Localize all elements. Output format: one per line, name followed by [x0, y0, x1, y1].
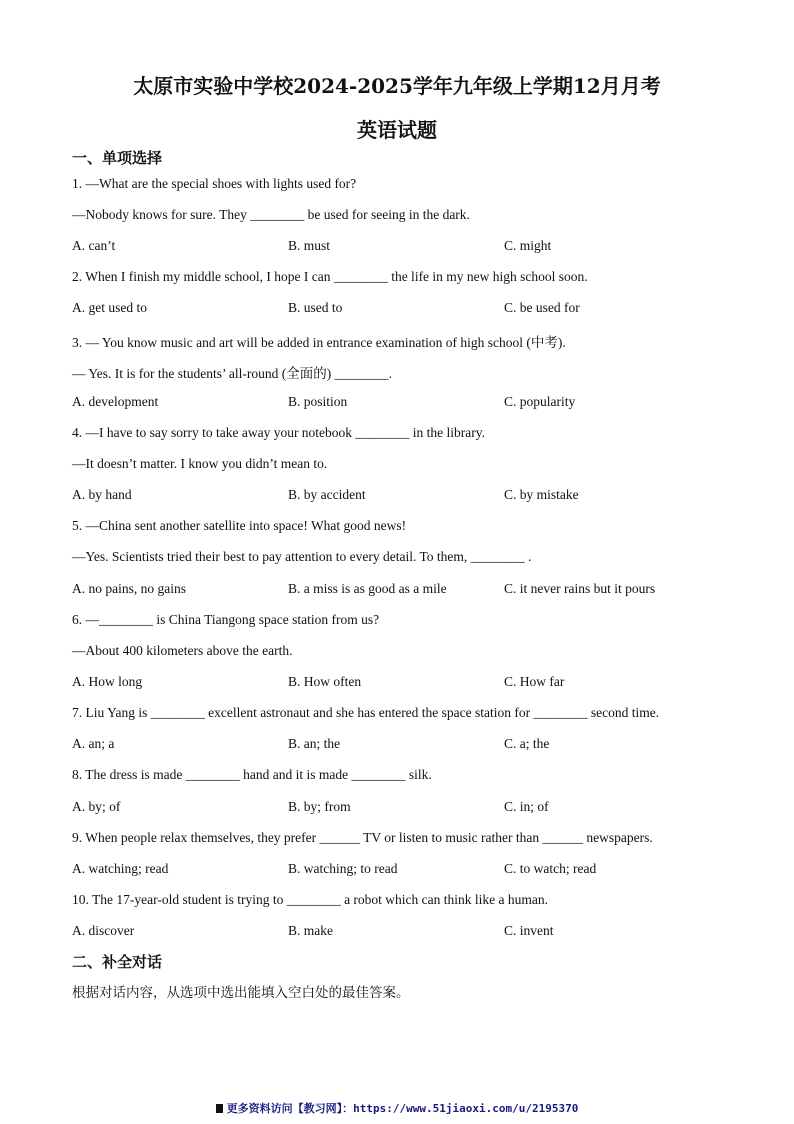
option-a: A. an; a [72, 736, 115, 751]
footer-link[interactable] [0, 1100, 794, 1116]
question-5-options [72, 581, 732, 599]
option-c: C. to watch; read [504, 861, 597, 876]
question-9-line-1: 9. When people relax themselves, they prefer ______ TV or listen to music rather than ______ newspapers. [72, 830, 653, 845]
option-c: C. How far [504, 674, 565, 689]
question-8-line-1: 8. The dress is made ________ hand and it is made ________ silk. [72, 767, 432, 782]
option-b: B. must [288, 238, 331, 253]
question-3-line-2: — Yes. It is for the students’ all-round (全面的) ________. [72, 366, 392, 381]
page-subtitle: 英语试题 [357, 118, 437, 142]
question-4-line-2: —It doesn’t matter. I know you didn’t mean to. [72, 456, 328, 471]
footer-text: 更多资料访问【教习网】：https://www.51jiaoxi.com/u/2195370 [226, 1102, 579, 1115]
option-c: C. be used for [504, 300, 580, 315]
question-7-line-1: 7. Liu Yang is ________ excellent astronaut and she has entered the space station for ________ second time. [72, 705, 660, 720]
option-a: A. by hand [72, 487, 132, 502]
option-a: A. can’t [72, 238, 116, 253]
question-6-options [72, 674, 732, 692]
question-10-options [72, 923, 732, 941]
question-1-line-2: —Nobody knows for sure. They ________ be used for seeing in the dark. [72, 207, 470, 222]
question-10-line-1: 10. The 17-year-old student is trying to ________ a robot which can think like a human. [72, 892, 549, 907]
question-2-options [72, 300, 732, 318]
section-heading-dialogue: 二、补全对话 [72, 953, 163, 971]
question-8-options [72, 799, 732, 817]
question-1-options [72, 238, 732, 256]
question-3-options [72, 394, 732, 412]
question-6-line-2: —About 400 kilometers above the earth. [72, 643, 293, 658]
option-c: C. in; of [504, 799, 549, 814]
flag-icon [216, 1104, 223, 1113]
question-9-options [72, 861, 732, 879]
option-c: C. a; the [504, 736, 550, 751]
question-4-options [72, 487, 732, 505]
option-c: C. popularity [504, 394, 576, 409]
question-5-line-1: 5. —China sent another satellite into space! What good news! [72, 518, 407, 533]
option-b: B. position [288, 394, 348, 409]
question-7-options [72, 736, 732, 754]
question-4-line-1: 4. —I have to say sorry to take away your notebook ________ in the library. [72, 425, 486, 440]
option-a: A. How long [72, 674, 143, 689]
option-a: A. no pains, no gains [72, 581, 186, 596]
option-c: C. might [504, 238, 552, 253]
question-1-line-1: 1. —What are the special shoes with lights used for? [72, 176, 357, 191]
option-a: A. watching; read [72, 861, 169, 876]
question-6-line-1: 6. —________ is China Tiangong space station from us? [72, 612, 380, 627]
option-a: A. discover [72, 923, 135, 938]
option-b: B. an; the [288, 736, 341, 751]
option-a: A. development [72, 394, 159, 409]
option-a: A. get used to [72, 300, 147, 315]
option-b: B. a miss is as good as a mile [288, 581, 447, 596]
question-5-line-2: —Yes. Scientists tried their best to pay attention to every detail. To them, ________ . [72, 549, 532, 564]
option-b: B. How often [288, 674, 362, 689]
page-title: 太原市实验中学校2024-2025学年九年级上学期12月月考 [133, 74, 661, 98]
section-instruction: 根据对话内容，从选项中选出能填入空白处的最佳答案。 [72, 985, 410, 1001]
option-a: A. by; of [72, 799, 121, 814]
option-c: C. by mistake [504, 487, 579, 502]
question-3-line-1: 3. — You know music and art will be added in entrance examination of high school (中考). [72, 335, 566, 350]
option-c: C. it never rains but it pours [504, 581, 656, 596]
option-b: B. used to [288, 300, 343, 315]
question-2-line-1: 2. When I finish my middle school, I hope I can ________ the life in my new high school soon. [72, 269, 588, 284]
option-b: B. watching; to read [288, 861, 398, 876]
option-b: B. make [288, 923, 333, 938]
option-b: B. by; from [288, 799, 351, 814]
section-heading-single-choice: 一、单项选择 [72, 149, 163, 167]
option-c: C. invent [504, 923, 554, 938]
option-b: B. by accident [288, 487, 366, 502]
